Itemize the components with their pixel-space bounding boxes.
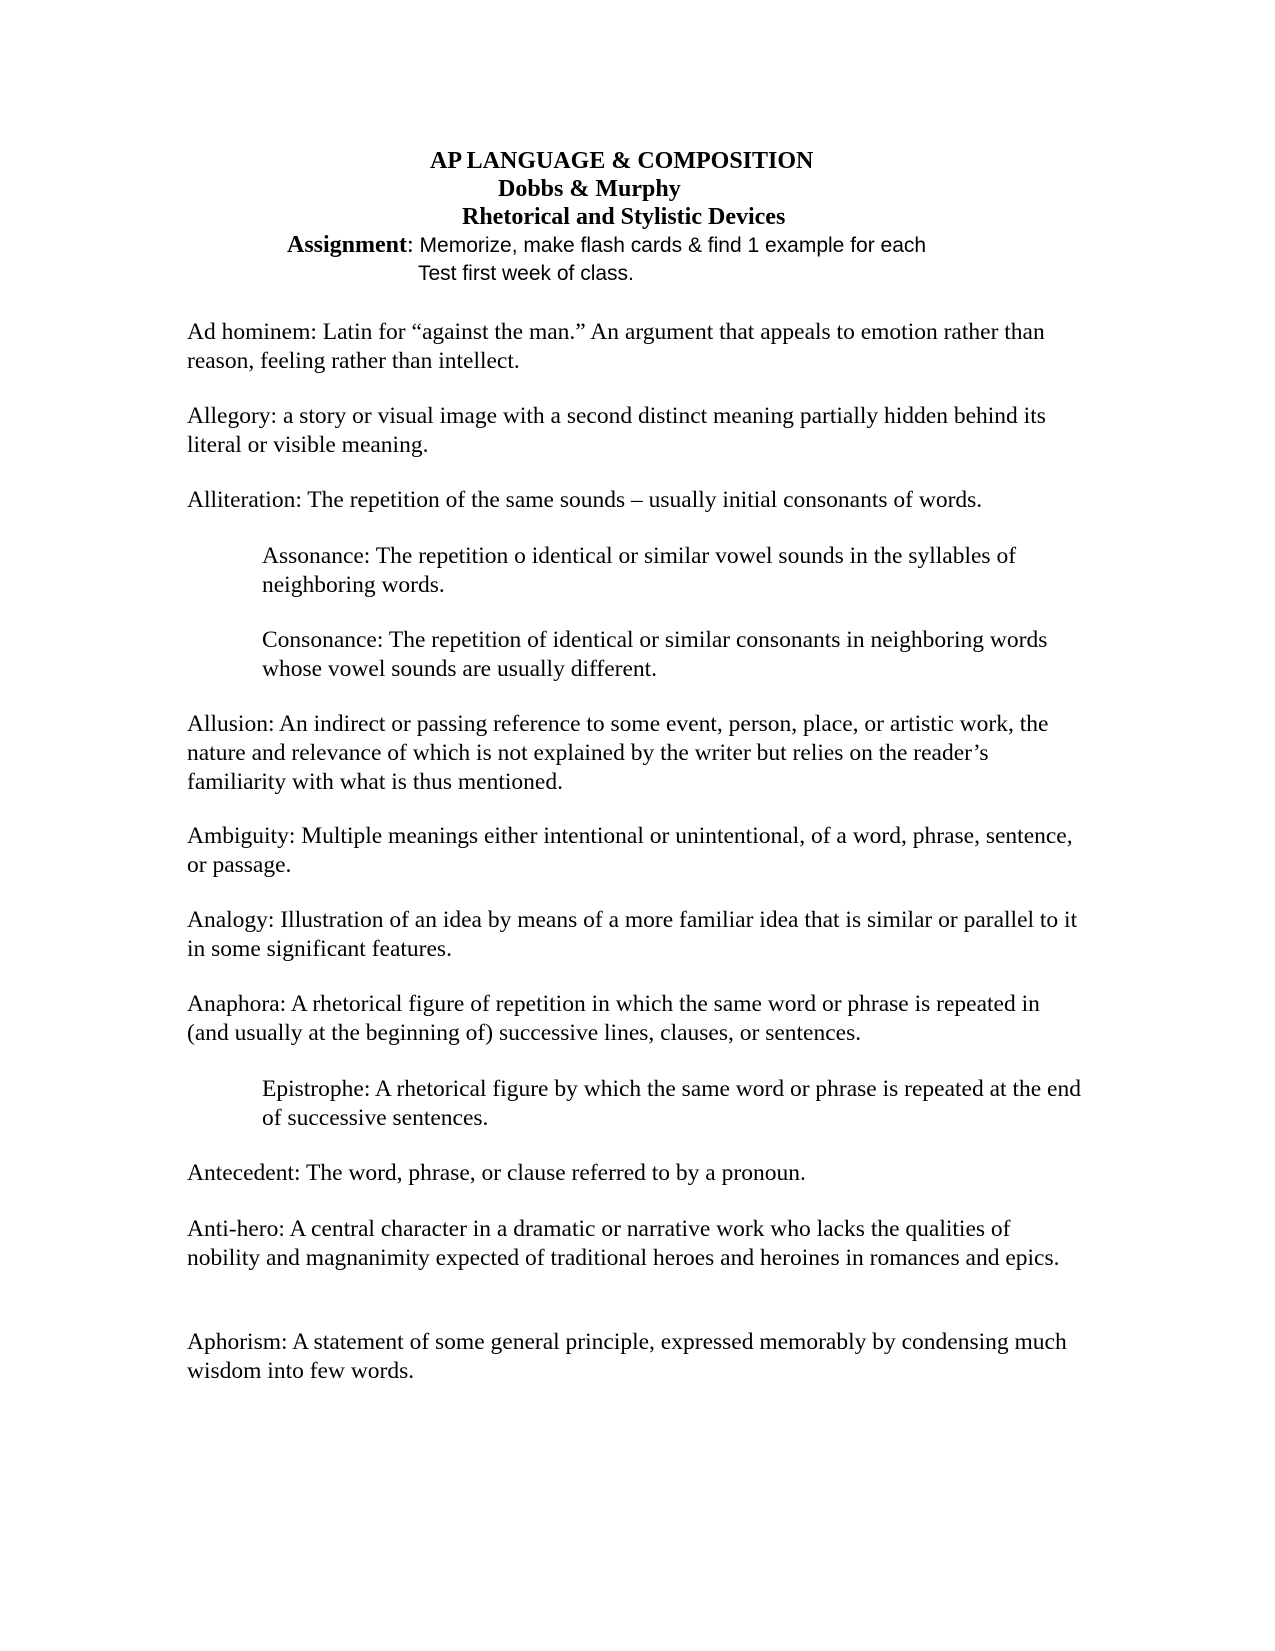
entry-anti-hero: Anti-hero: A central character in a dramatic or narrative work who lacks the qualities of nobility and magnanimity expected of traditional heroes and heroines in romances and epics. bbox=[187, 1216, 1060, 1271]
entry-assonance: Assonance: The repetition o identical or similar vowel sounds in the syllables of neighboring words. bbox=[262, 543, 1017, 598]
assignment-instructions: Memorize, make flash cards & find 1 example for each bbox=[413, 234, 927, 257]
assignment-line bbox=[287, 231, 926, 260]
teacher-names: Dobbs & Murphy bbox=[498, 176, 681, 202]
entry-ambiguity: Ambiguity: Multiple meanings either intentional or unintentional, of a word, phrase, sentence, or passage. bbox=[187, 823, 1073, 878]
entry-allegory: Allegory: a story or visual image with a second distinct meaning partially hidden behind its literal or visible meaning. bbox=[187, 403, 1046, 458]
test-date-note: Test first week of class. bbox=[418, 262, 634, 285]
topic-title: Rhetorical and Stylistic Devices bbox=[462, 204, 786, 230]
entry-analogy: Analogy: Illustration of an idea by means of a more familiar idea that is similar or parallel to it in some significant features. bbox=[187, 907, 1078, 962]
assignment-colon: : bbox=[407, 232, 414, 258]
entry-allusion: Allusion: An indirect or passing reference to some event, person, place, or artistic work, the nature and relevance of which is not explained by the writer but relies on the reader’s familiarity with what is thus mentioned. bbox=[187, 711, 1049, 795]
entry-epistrophe: Epistrophe: A rhetorical figure by which the same word or phrase is repeated at the end of successive sentences. bbox=[262, 1076, 1081, 1131]
entry-alliteration: Alliteration: The repetition of the same sounds – usually initial consonants of words. bbox=[187, 487, 983, 513]
course-title: AP LANGUAGE & COMPOSITION bbox=[430, 148, 814, 174]
entry-anaphora: Anaphora: A rhetorical figure of repetition in which the same word or phrase is repeated in (and usually at the beginning of) successive lines, clauses, or sentences. bbox=[187, 991, 1040, 1046]
entry-ad-hominem: Ad hominem: Latin for “against the man.” An argument that appeals to emotion rather than reason, feeling rather than intellect. bbox=[187, 319, 1045, 374]
assignment-label: Assignment bbox=[287, 232, 408, 258]
entry-antecedent: Antecedent: The word, phrase, or clause referred to by a pronoun. bbox=[187, 1160, 806, 1186]
entry-aphorism: Aphorism: A statement of some general principle, expressed memorably by condensing much wisdom into few words. bbox=[187, 1329, 1067, 1384]
entry-consonance: Consonance: The repetition of identical or similar consonants in neighboring words whose vowel sounds are usually different. bbox=[262, 627, 1048, 682]
